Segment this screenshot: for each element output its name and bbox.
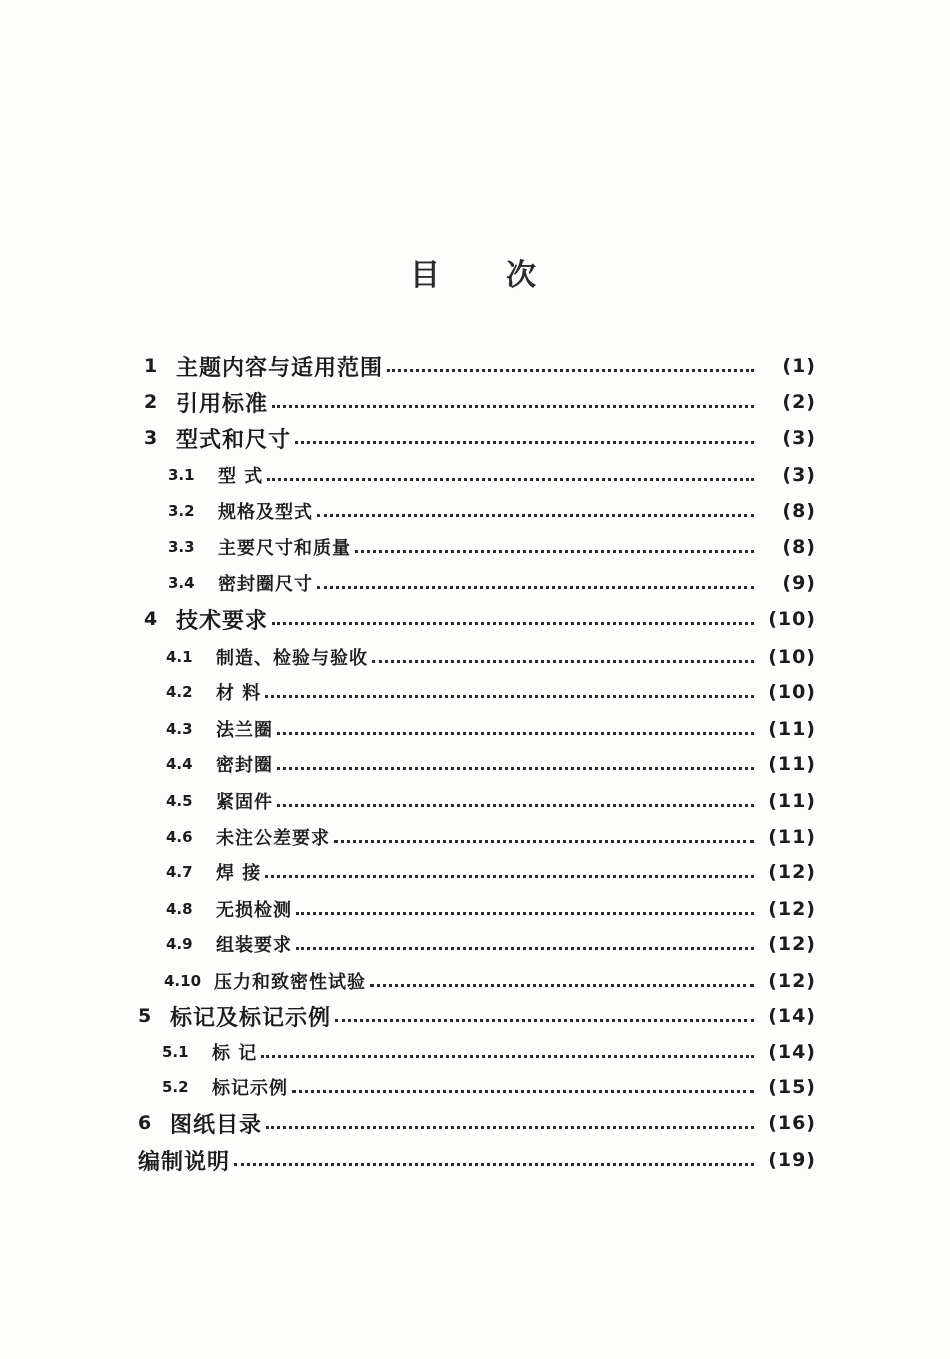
toc-page-number: (9) [782, 572, 816, 594]
page-title [0, 250, 950, 294]
toc-entry[interactable] [166, 714, 816, 744]
dot-leader [234, 1163, 754, 1166]
toc-page-number: (8) [782, 536, 816, 558]
toc-number: 4.1 [166, 648, 193, 666]
toc-label: 规格及型式 [218, 502, 313, 523]
toc-number: 4.3 [166, 720, 193, 738]
toc-number: 4.6 [166, 828, 193, 846]
dot-leader [296, 947, 754, 950]
toc-page-number: (12) [768, 861, 816, 883]
toc-number: 6 [138, 1112, 152, 1134]
toc-entry[interactable] [166, 749, 816, 779]
toc-label: 标记及标记示例 [170, 1004, 332, 1031]
dot-leader [292, 1090, 754, 1093]
dot-leader [277, 732, 754, 735]
title-char-2: 次 [506, 258, 540, 293]
toc-label: 密封圈 [216, 755, 273, 776]
toc-page-number: (11) [768, 753, 816, 775]
toc-entry[interactable] [166, 677, 816, 707]
toc-label: 引用标准 [176, 390, 269, 417]
toc-number: 1 [144, 355, 158, 377]
toc-label: 型式和尺寸 [176, 426, 292, 453]
toc-page-number: (11) [768, 718, 816, 740]
toc-entry[interactable] [166, 822, 816, 852]
toc-label: 紧固件 [216, 792, 273, 813]
dot-leader [372, 660, 754, 663]
title-char-1: 目 [410, 258, 444, 293]
toc-page-number: (10) [768, 681, 816, 703]
toc-page-number: (12) [768, 970, 816, 992]
toc-label: 法兰圈 [216, 720, 273, 741]
toc-entry[interactable] [162, 1037, 816, 1067]
toc-number: 4.7 [166, 863, 193, 881]
toc-entry[interactable] [138, 1108, 816, 1138]
toc-number: 4.10 [164, 972, 202, 990]
toc-number: 5.2 [162, 1078, 189, 1096]
toc-label: 焊 接 [216, 863, 262, 884]
toc-number: 5.1 [162, 1043, 189, 1061]
toc-label: 制造、检验与验收 [216, 648, 368, 669]
toc-entry[interactable] [166, 894, 816, 924]
dot-leader [334, 840, 754, 843]
dot-leader [387, 369, 754, 372]
toc-page-number: (11) [768, 790, 816, 812]
toc-number: 5 [138, 1005, 152, 1027]
toc-label: 组装要求 [216, 935, 292, 956]
toc-number: 4 [144, 608, 158, 630]
toc-label: 标 记 [212, 1043, 258, 1064]
toc-page-number: (19) [768, 1149, 816, 1171]
toc-entry[interactable] [166, 642, 816, 672]
toc-entry[interactable] [162, 1072, 816, 1102]
dot-leader [277, 767, 754, 770]
toc-label: 主题内容与适用范围 [176, 354, 384, 381]
toc-label: 图纸目录 [170, 1111, 263, 1138]
dot-leader [355, 550, 754, 553]
toc-page-number: (16) [768, 1112, 816, 1134]
toc-label: 标记示例 [212, 1078, 288, 1099]
toc-entry[interactable] [138, 1001, 816, 1031]
toc-page-number: (3) [782, 464, 816, 486]
toc-entry[interactable] [166, 786, 816, 816]
toc-entry[interactable] [144, 387, 816, 417]
toc-number: 3 [144, 427, 158, 449]
toc-number: 3.3 [168, 538, 195, 556]
toc-page-number: (12) [768, 933, 816, 955]
dot-leader [295, 441, 754, 444]
toc-page-number: (11) [768, 826, 816, 848]
toc-entry[interactable] [166, 929, 816, 959]
dot-leader [335, 1019, 754, 1022]
dot-leader [272, 405, 754, 408]
toc-label: 密封圈尺寸 [218, 574, 313, 595]
dot-leader [265, 875, 754, 878]
toc-number: 4.4 [166, 755, 193, 773]
toc-label: 压力和致密性试验 [214, 972, 366, 993]
toc-page-number: (3) [782, 427, 816, 449]
toc-number: 4.5 [166, 792, 193, 810]
dot-leader [266, 1126, 754, 1129]
dot-leader [317, 514, 754, 517]
toc-label: 编制说明 [138, 1148, 231, 1175]
toc-label: 主要尺寸和质量 [218, 538, 351, 559]
toc-page-number: (8) [782, 500, 816, 522]
toc-entry[interactable] [168, 496, 816, 526]
toc-number: 3.2 [168, 502, 195, 520]
toc-entry[interactable] [168, 460, 816, 490]
toc-label: 材 料 [216, 683, 262, 704]
toc-entry[interactable] [166, 857, 816, 887]
toc-entry[interactable] [138, 1145, 816, 1175]
toc-entry[interactable] [144, 604, 816, 634]
dot-leader [370, 984, 754, 987]
toc-number: 3.4 [168, 574, 195, 592]
dot-leader [265, 695, 754, 698]
toc-label: 无损检测 [216, 900, 292, 921]
dot-leader [296, 912, 754, 915]
toc-page-number: (1) [782, 355, 816, 377]
toc-entry[interactable] [168, 568, 816, 598]
toc-page-number: (15) [768, 1076, 816, 1098]
dot-leader [267, 478, 754, 481]
toc-page-number: (10) [768, 608, 816, 630]
toc-page-number: (14) [768, 1041, 816, 1063]
toc-page-number: (2) [782, 391, 816, 413]
toc-number: 3.1 [168, 466, 195, 484]
toc-label: 技术要求 [176, 607, 269, 634]
dot-leader [261, 1055, 754, 1058]
toc-number: 4.9 [166, 935, 193, 953]
toc-entry[interactable] [168, 532, 816, 562]
dot-leader [277, 804, 754, 807]
dot-leader [317, 586, 754, 589]
toc-entry[interactable] [144, 351, 816, 381]
toc-entry[interactable] [164, 966, 816, 996]
toc-entry[interactable] [144, 423, 816, 453]
toc-number: 4.8 [166, 900, 193, 918]
toc-number: 2 [144, 391, 158, 413]
toc-label: 未注公差要求 [216, 828, 330, 849]
toc-number: 4.2 [166, 683, 193, 701]
toc-label: 型 式 [218, 466, 264, 487]
toc-page-number: (12) [768, 898, 816, 920]
toc-page-number: (14) [768, 1005, 816, 1027]
toc-page-number: (10) [768, 646, 816, 668]
dot-leader [272, 622, 754, 625]
